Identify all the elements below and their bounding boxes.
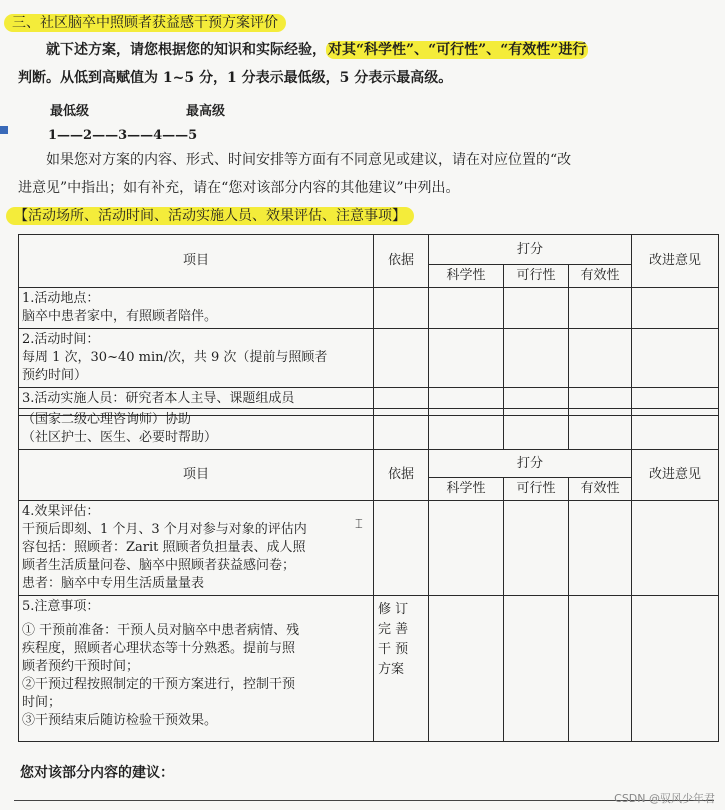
row3b-line: （社区护士、医生、必要时帮助） — [22, 430, 218, 445]
header-basis: 依据 — [374, 235, 429, 288]
suggestion-label: 您对该部分内容的建议： — [20, 765, 174, 781]
row3b-line: （国家二级心理咨询师）协助 — [22, 412, 192, 427]
row5-line: 5.注意事项： — [22, 599, 100, 614]
row4-line: 4.效果评估： — [22, 504, 100, 519]
activity-tag — [6, 205, 414, 225]
row5-basis-line: 完 善 — [378, 622, 409, 637]
table-row — [19, 596, 719, 742]
header-basis-2: 依据 — [374, 450, 429, 501]
row1-improve-cell[interactable] — [632, 288, 719, 329]
scale-low-label: 最低级 — [50, 104, 90, 119]
row4-basis-cell[interactable] — [374, 501, 429, 596]
row4-improve-cell[interactable] — [632, 501, 719, 596]
row5-line: ① 干预前准备：干预人员对脑卒中患者病情、残 — [22, 623, 300, 638]
row2-basis-cell[interactable] — [374, 329, 429, 388]
row1-basis-cell[interactable] — [374, 288, 429, 329]
intro-line-1b-highlight: 对其“科学性”、“可行性”、“有效性”进行 — [328, 42, 587, 58]
watermark: CSDN @驭风少年君 — [614, 792, 715, 805]
row1-line: 1.活动地点： — [22, 291, 100, 306]
row2-effective-cell[interactable] — [569, 329, 632, 388]
row2-scientific-cell[interactable] — [429, 329, 504, 388]
table-row — [19, 329, 719, 388]
row1-effective-cell[interactable] — [569, 288, 632, 329]
header-score: 打分 — [429, 235, 632, 265]
header-scientific-2: 科学性 — [429, 478, 504, 501]
row5-line: ②干预过程按照制定的干预方案进行，控制干预 — [22, 677, 296, 692]
header-improve: 改进意见 — [632, 235, 719, 288]
row4-line: 干预后即刻、1 个月、3 个月对参与对象的评估内 — [22, 522, 307, 537]
row1-feasible-cell[interactable] — [504, 288, 569, 329]
row4-item — [19, 501, 374, 596]
row3b-feasible-cell[interactable] — [504, 409, 569, 450]
table-row — [19, 501, 719, 596]
row4-line: 顾者生活质量问卷、脑卒中照顾者获益感问卷； — [22, 558, 296, 573]
row5-feasible-cell[interactable] — [504, 596, 569, 742]
row3b-effective-cell[interactable] — [569, 409, 632, 450]
row5-line: ③干预结束后随访检验干预效果。 — [22, 713, 218, 728]
header-scientific: 科学性 — [429, 265, 504, 288]
header-feasible: 可行性 — [504, 265, 569, 288]
row5-basis-line: 修 订 — [378, 602, 409, 617]
scale-line: 1——2——3——4——5 — [48, 128, 198, 143]
row3b-scientific-cell[interactable] — [429, 409, 504, 450]
row4-line: 患者：脑卒中专用生活质量量表 — [22, 576, 205, 591]
header-item: 项目 — [19, 235, 374, 288]
row4-line: 容包括：照顾者：Zarit 照顾者负担量表、成人照 — [22, 540, 306, 555]
row2-line: 每周 1 次，30~40 min/次，共 9 次（提前与照顾者 — [22, 350, 328, 365]
intro-line-1 — [46, 38, 588, 62]
row5-line: 时间； — [22, 695, 62, 710]
row4-effective-cell[interactable] — [569, 501, 632, 596]
header-score-2: 打分 — [429, 450, 632, 478]
header-item-2: 项目 — [19, 450, 374, 501]
row4-feasible-cell[interactable] — [504, 501, 569, 596]
row2-line: 预约时间） — [22, 368, 88, 383]
row5-basis-cell[interactable] — [374, 596, 429, 742]
intro-line-2: 判断。从低到高赋值为 1~5 分，1 分表示最低级，5 分表示最高级。 — [18, 70, 453, 86]
suggestion-line[interactable] — [14, 800, 714, 801]
section-title-highlight: 三、社区脑卒中照顾者获益感干预方案评价 — [4, 14, 286, 32]
left-marker — [0, 126, 8, 134]
row3b-improve-cell[interactable] — [632, 409, 719, 450]
row5-improve-cell[interactable] — [632, 596, 719, 742]
row5-effective-cell[interactable] — [569, 596, 632, 742]
row5-line: 疾程度，照顾者心理状态等十分熟悉。提前与照 — [22, 641, 296, 656]
note-line-1: 如果您对方案的内容、形式、时间安排等方面有不同意见或建议，请在对应位置的“改 — [46, 152, 572, 168]
note-line-2: 进意见”中指出；如有补充，请在“您对该部分内容的其他建议”中列出。 — [18, 180, 460, 196]
row1-scientific-cell[interactable] — [429, 288, 504, 329]
row2-line: 2.活动时间： — [22, 332, 100, 347]
row5-basis-line: 干 预 — [378, 642, 409, 657]
row5-basis-line: 方案 — [378, 662, 405, 677]
section-title — [4, 12, 286, 32]
header-effective-2: 有效性 — [569, 478, 632, 501]
table-row — [19, 409, 719, 450]
row2-item — [19, 329, 374, 388]
row5-item — [19, 596, 374, 742]
header-feasible-2: 可行性 — [504, 478, 569, 501]
header-effective: 有效性 — [569, 265, 632, 288]
mouse-cursor-icon: ⌶ — [355, 517, 363, 532]
evaluation-table-2 — [18, 408, 719, 742]
row1-item — [19, 288, 374, 329]
header-improve-2: 改进意见 — [632, 450, 719, 501]
row3b-item — [19, 409, 374, 450]
row3b-basis-cell[interactable] — [374, 409, 429, 450]
scale-high-label: 最高级 — [186, 104, 226, 119]
activity-tag-highlight: 【活动场所、活动时间、活动实施人员、效果评估、注意事项】 — [6, 207, 414, 225]
row4-scientific-cell[interactable] — [429, 501, 504, 596]
table-row — [19, 288, 719, 329]
row1-line: 脑卒中患者家中，有照顾者陪伴。 — [22, 309, 218, 324]
row5-line: 顾者预约干预时间； — [22, 659, 140, 674]
intro-line-1a: 就下述方案，请您根据您的知识和实际经验， — [46, 42, 326, 58]
row5-scientific-cell[interactable] — [429, 596, 504, 742]
row2-improve-cell[interactable] — [632, 329, 719, 388]
evaluation-table-1 — [18, 234, 719, 416]
row2-feasible-cell[interactable] — [504, 329, 569, 388]
row3-item: 3.活动实施人员：研究者本人主导、课题组成员 — [19, 388, 374, 416]
